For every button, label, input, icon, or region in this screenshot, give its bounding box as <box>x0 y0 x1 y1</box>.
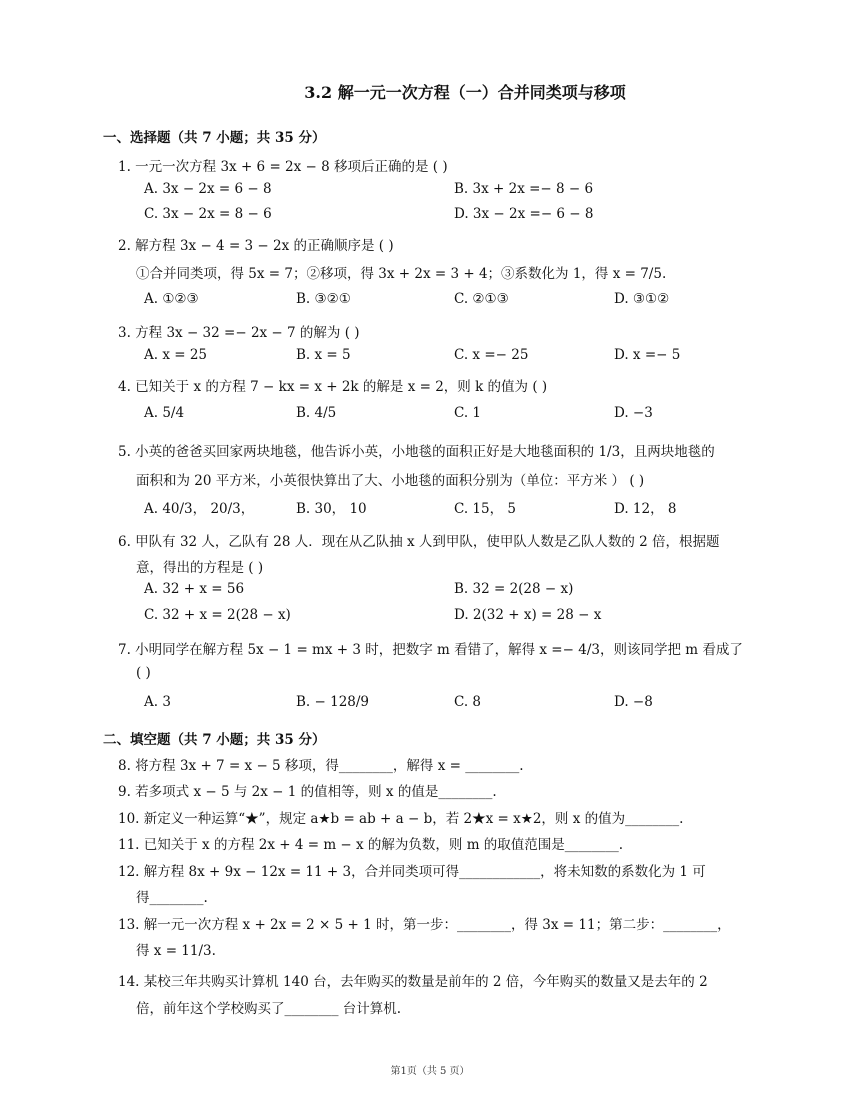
question-3-option-d: D. x =− 5 <box>614 347 681 363</box>
question-3-option-a: A. x = 25 <box>144 347 208 363</box>
question-4-stem: 4. 已知关于 x 的方程 7 − kx = x + 2k 的解是 x = 2，则 k 的值为 ( ) <box>118 379 548 395</box>
question-6-option-b: B. 32 = 2(28 − x) <box>454 581 574 597</box>
question-2-stem: 2. 解方程 3x − 4 = 3 − 2x 的正确顺序是 ( ) <box>118 238 394 254</box>
page-title: 3.2 解一元一次方程（一）合并同类项与移项 <box>304 83 626 102</box>
question-12-stem-continued: 得________. <box>136 890 208 906</box>
page-footer: 第1页（共 5 页） <box>390 1066 470 1077</box>
question-6-stem-continued: 意，得出的方程是 ( ) <box>136 560 264 576</box>
question-5-stem: 5. 小英的爸爸买回家两块地毯，他告诉小英，小地毯的面积正好是大地毯面积的 1/3，且两块地毯的 <box>118 444 715 460</box>
question-1-option-c: C. 3x − 2x = 8 − 6 <box>144 206 272 222</box>
question-2-option-a: A. ①②③ <box>144 291 199 307</box>
question-7-option-d: D. −8 <box>614 694 653 710</box>
question-7-option-a: A. 3 <box>144 694 171 710</box>
question-6-option-d: D. 2(32 + x) = 28 − x <box>454 607 602 623</box>
question-5-stem-continued: 面积和为 20 平方米，小英很快算出了大、小地毯的面积分别为（单位：平方米 ） ( ) <box>136 473 645 489</box>
question-10: 10. 新定义一种运算“★”，规定 a★b = ab + a − b，若 2★x = x★2，则 x 的值为________. <box>118 811 684 827</box>
question-5-option-a: A. 40/3， 20/3， <box>144 501 255 517</box>
question-2-option-c: C. ②①③ <box>454 291 509 307</box>
question-3-option-c: C. x =− 25 <box>454 347 529 363</box>
question-2-option-d: D. ③①② <box>614 291 670 307</box>
question-9: 9. 若多项式 x − 5 与 2x − 1 的值相等，则 x 的值是________. <box>118 784 497 800</box>
question-13-stem-continued: 得 x = 11/3. <box>136 943 216 959</box>
question-6-option-a: A. 32 + x = 56 <box>144 581 245 597</box>
question-3-option-b: B. x = 5 <box>296 347 351 363</box>
question-7-stem: 7. 小明同学在解方程 5x − 1 = mx + 3 时，把数字 m 看错了，解得 x =− 4/3，则该同学把 m 看成了 <box>118 642 743 658</box>
question-7-option-b: B. − 128/9 <box>296 694 370 710</box>
question-14-stem-continued: 倍，前年这个学校购买了________ 台计算机. <box>136 1001 402 1017</box>
question-2-steps: ①合并同类项，得 5x = 7；②移项，得 3x + 2x = 3 + 4；③系数化为 1，得 x = 7/5. <box>136 266 667 282</box>
section-heading-fill: 二、填空题（共 7 小题；共 35 分） <box>103 732 326 748</box>
question-4-option-a: A. 5/4 <box>144 405 185 421</box>
question-13-stem: 13. 解一元一次方程 x + 2x = 2 × 5 + 1 时，第一步：________，得 3x = 11；第二步：________， <box>118 917 731 933</box>
question-7-stem-continued: ( ) <box>136 665 151 681</box>
question-11: 11. 已知关于 x 的方程 2x + 4 = m − x 的解为负数，则 m 的取值范围是________. <box>118 837 624 853</box>
question-3-stem: 3. 方程 3x − 32 =− 2x − 7 的解为 ( ) <box>118 325 360 341</box>
question-5-option-c: C. 15， 5 <box>454 501 516 517</box>
question-14-stem: 14. 某校三年共购买计算机 140 台，去年购买的数量是前年的 2 倍，今年购买的数量又是去年的 2 <box>118 974 708 990</box>
question-1-option-a: A. 3x − 2x = 6 − 8 <box>144 181 272 197</box>
question-1-stem: 1. 一元一次方程 3x + 6 = 2x − 8 移项后正确的是 ( ) <box>118 159 448 175</box>
question-1-option-d: D. 3x − 2x =− 6 − 8 <box>454 206 594 222</box>
question-5-option-d: D. 12， 8 <box>614 501 677 517</box>
question-6-stem: 6. 甲队有 32 人，乙队有 28 人．现在从乙队抽 x 人到甲队，使甲队人数是乙队人数的 2 倍，根据题 <box>118 534 720 550</box>
question-4-option-d: D. −3 <box>614 405 653 421</box>
question-2-option-b: B. ③②① <box>296 291 351 307</box>
question-1-option-b: B. 3x + 2x =− 8 − 6 <box>454 181 594 197</box>
question-8: 8. 将方程 3x + 7 = x − 5 移项，得________，解得 x = ________. <box>118 758 524 774</box>
question-4-option-c: C. 1 <box>454 405 482 421</box>
question-5-option-b: B. 30， 10 <box>296 501 367 517</box>
question-7-option-c: C. 8 <box>454 694 482 710</box>
section-heading-choice: 一、选择题（共 7 小题；共 35 分） <box>103 130 326 146</box>
question-4-option-b: B. 4/5 <box>296 405 337 421</box>
question-12-stem: 12. 解方程 8x + 9x − 12x = 11 + 3，合并同类项可得____________，将未知数的系数化为 1 可 <box>118 864 706 880</box>
question-6-option-c: C. 32 + x = 2(28 − x) <box>144 607 291 623</box>
